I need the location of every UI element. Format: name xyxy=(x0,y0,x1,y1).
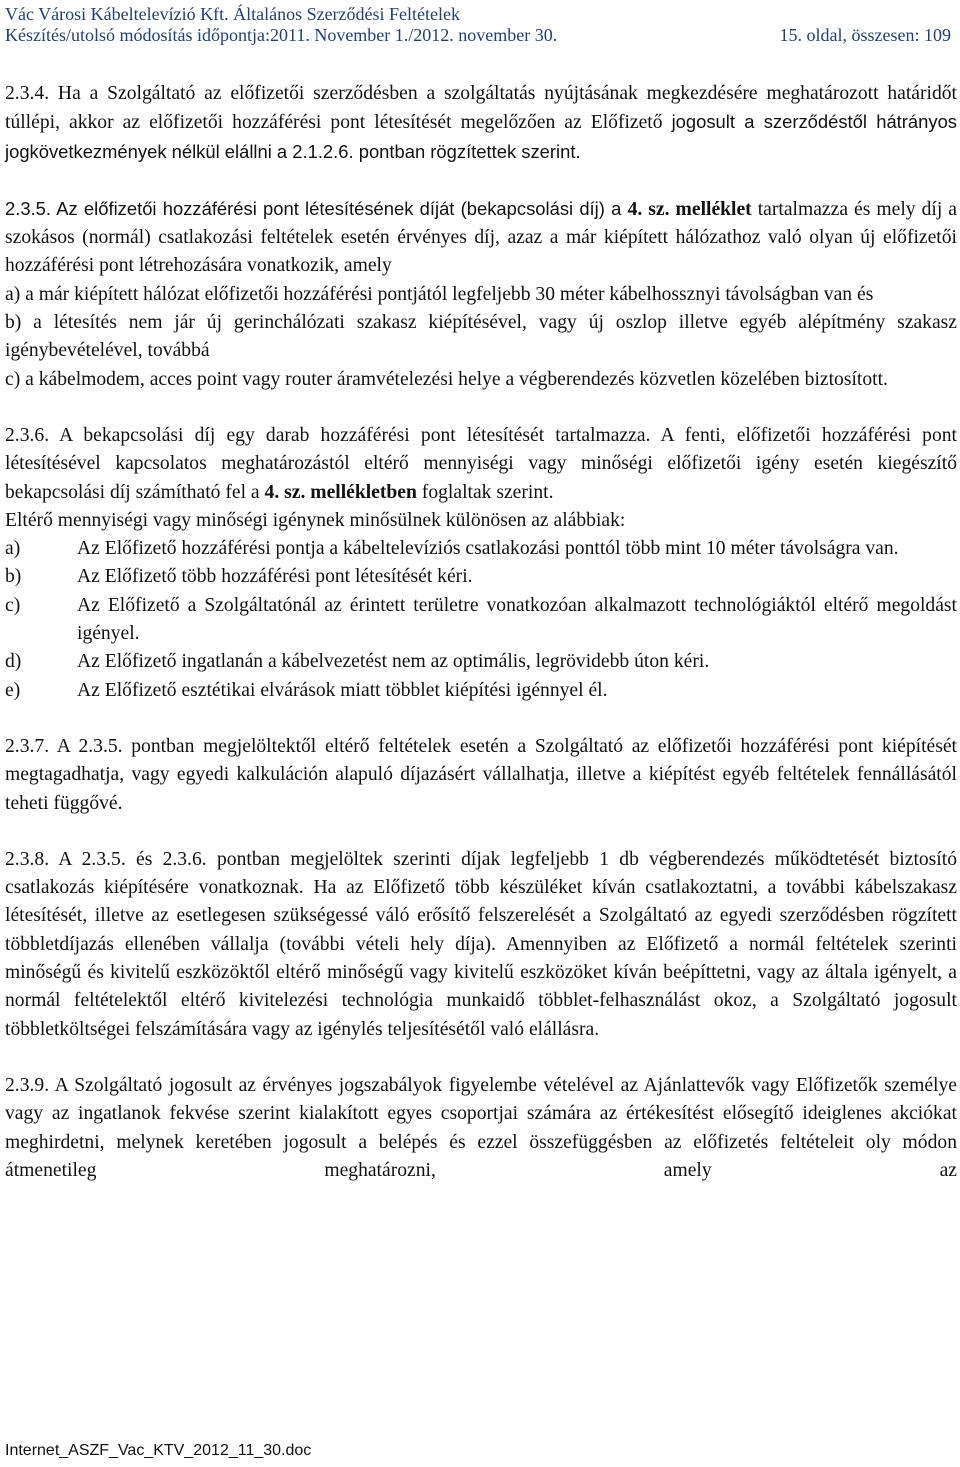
list-item: b) Az Előfizető több hozzáférési pont létesítését kéri. xyxy=(5,566,473,588)
header-page-info: 15. oldal, összesen: 109 xyxy=(779,25,951,45)
section-2-3-5-item-c: c) a kábelmodem, acces point vagy router áramvételezési helye a végberendezés közvetlen közelében biztosított. xyxy=(5,368,888,390)
list-item: e) Az Előfizető esztétikai elvárások miatt többlet kiépítési igénnyel él. xyxy=(5,679,608,701)
section-2-3-6-intro: Eltérő mennyiségi vagy minőségi igénynek minősülnek különösen az alábbiak: xyxy=(5,509,626,531)
header-company-title: Vác Városi Kábeltelevízió Kft. Általános Szerződési Feltételek xyxy=(5,4,461,24)
list-item: a) Az Előfizető hozzáférési pontja a kábeltelevíziós csatlakozási ponttól több mint 10 méter távolságra van. xyxy=(5,538,899,560)
section-2-3-8: 2.3.8. A 2.3.5. és 2.3.6. pontban megjelöltek szerinti díjak legfeljebb 1 db végberendezés működtetését biztosító csatlakozás kiépítésére vonatkoznak. Ha az Előfizető több készüléket kíván csatlakoztatni, a további kábelszakasz létesítését, illetve az esetlegesen szükségessé váló erősítő felszerelését a Szolgáltató az egyedi szerződésben rögzített többletdíjazás ellenében vállalja (további vételi hely díja). Amennyiben az Előfizető a normál feltételek szerinti minőségű és kivitelű eszközöktől eltérő minőségű vagy kivitelű eszközöket kíván beépíttetni, vagy az általa igényelt, a normál feltételektől eltérő kivitelezési technológia munkaidő többlet-felhasználást okoz, a Szolgáltató jogosult többletköltségei felszámítására vagy az igénylés teljesítésétől való elállásra. xyxy=(5,848,957,1040)
section-2-3-5: 2.3.5. Az előfizetői hozzáférési pont létesítésének díját (bekapcsolási díj) a 4. sz. melléklet tartalmazza és mely díj a szokásos (normál) csatlakozási feltételek esetén érvényes díj, azaz a már kiépített hálózathoz való olyan új előfizetői hozzáférési pont létrehozására vonatkozik, amely xyxy=(5,197,957,277)
section-2-3-5-item-b: b) a létesítés nem jár új gerinchálózati szakasz kiépítésével, vagy új oszlop illetve egyéb alépítmény szakasz igénybevételével, továbbá xyxy=(5,312,957,362)
section-2-3-7: 2.3.7. A 2.3.5. pontban megjelöltektől eltérő feltételek esetén a Szolgáltató az előfizetői hozzáférési pont kiépítését megtagadhatja, vagy egyedi kalkuláción alapuló díjazásért vállalhatja, illetve a kiépítést egyéb feltételek fennállásától teheti függővé. xyxy=(5,735,957,814)
section-2-3-4: 2.3.4. Ha a Szolgáltató az előfizetői szerződésben a szolgáltatás nyújtásának megkezdésére meghatározott határidőt túllépi, akkor az előfizetői hozzáférési pont létesítését megelőzően az Előfizető jogosult a szerződéstől hátrányos jogkövetkezmények nélkül elállni a 2.1.2.6. pontban rögzítettek szerint. xyxy=(5,83,957,162)
section-2-3-9: 2.3.9. A Szolgáltató jogosult az érvényes jogszabályok figyelembe vételével az Ajánlattevők vagy Előfizetők személye vagy az ingatlanok fekvése szerint kialakított egyes csoportjai számára az értékesítést elősegítő ideiglenes akciókat meghirdetni, melynek keretében jogosult a belépés és ezzel összefüggésben az előfizetés feltételeit oly módon átmenetileg meghatározni, amely az xyxy=(5,1074,957,1181)
list-item: d) Az Előfizető ingatlanán a kábelvezetést nem az optimális, legrövidebb úton kéri. xyxy=(5,651,710,673)
page-header xyxy=(5,4,953,46)
document-body xyxy=(5,80,957,1185)
header-date-line: Készítés/utolsó módosítás időpontja:2011. November 1./2012. november 30. xyxy=(5,25,558,45)
section-2-3-6: 2.3.6. A bekapcsolási díj egy darab hozzáférési pont létesítését tartalmazza. A fenti, előfizetői hozzáférési pont létesítésével kapcsolatos meghatározástól eltérő mennyiségi vagy minőségi előfizetői igény esetén kiegészítő bekapcsolási díj számítható fel a 4. sz. mellékletben foglaltak szerint. xyxy=(5,424,957,503)
list-item: c) Az Előfizető a Szolgáltatónál az érintett területre vonatkozóan alkalmazott technológiáktól eltérő megoldást igényel. xyxy=(5,594,957,645)
section-2-3-5-item-a: a) a már kiépített hálózat előfizetői hozzáférési pontjától legfeljebb 30 méter kábelhossznyi távolságban van és xyxy=(5,283,874,305)
header-meta-row xyxy=(5,25,953,46)
page-footer-filename: Internet_ASZF_Vac_KTV_2012_11_30.doc xyxy=(5,1442,312,1459)
